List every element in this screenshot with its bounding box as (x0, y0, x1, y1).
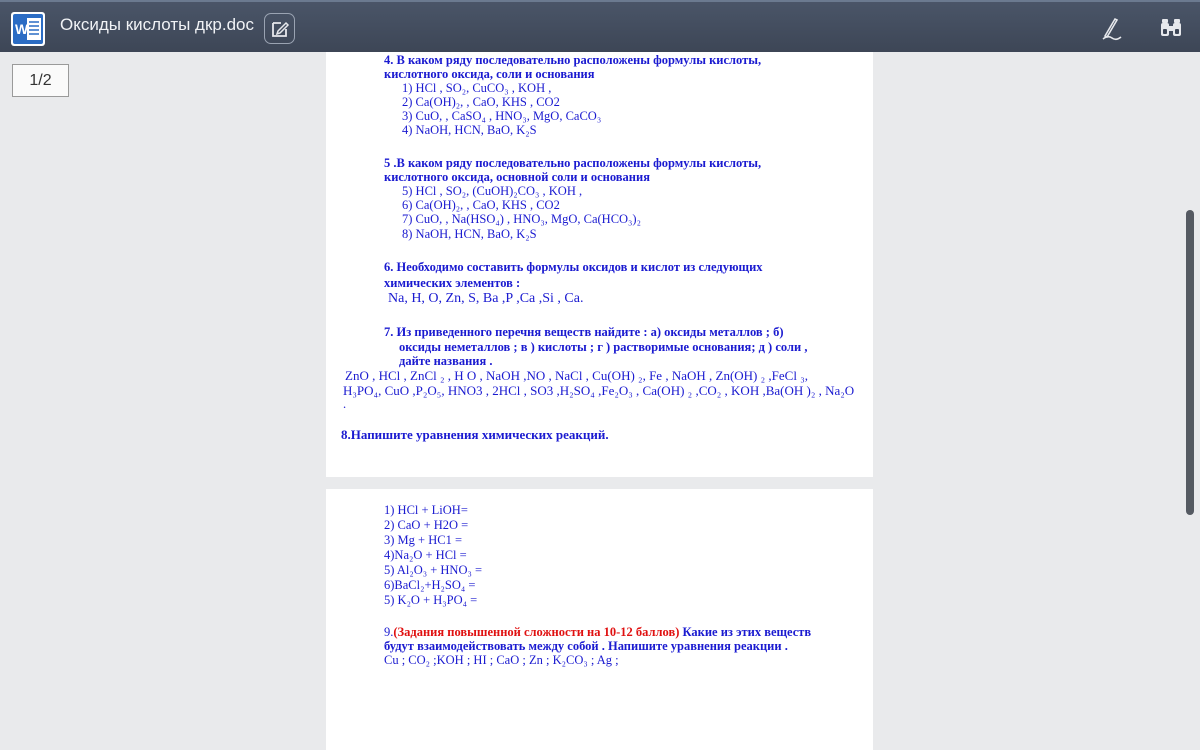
reaction-line: 5) Al₂O₃ + HNO₃ = (384, 563, 483, 577)
reaction-line: 6)BaCl₂+H₂SO₄ = (384, 578, 476, 592)
q4-option: 4) NaOH, HCN, BaO, K₂S (402, 123, 537, 137)
svg-text:W: W (15, 21, 29, 37)
q6-title-line1: 6. Необходимо составить формулы оксидов и кислот из следующих (384, 260, 763, 274)
q5-option: 5) HCl , SO₂, (CuOH)₂CO₃ , KOH , (402, 184, 583, 198)
q9-title-line2: будут взаимодействовать между собой . Напишите уравнения реакции . (384, 639, 788, 653)
q9-number: 9. (384, 625, 394, 639)
app-toolbar (0, 0, 1200, 52)
q7-substances-line3: . (343, 397, 347, 411)
vertical-scrollbar[interactable] (1186, 210, 1194, 515)
reaction-line: 4)Na₂O + HCl = (384, 548, 467, 562)
q4-title-line1: 4. В каком ряду последовательно расположены формулы кислоты, (384, 53, 762, 67)
edit-icon (270, 19, 290, 39)
pen-icon (1099, 16, 1125, 42)
q7-title-line1: 7. Из приведенного перечня веществ найдите : а) оксиды металлов ; б) (384, 325, 784, 339)
edit-button[interactable] (264, 13, 295, 44)
reaction-line: 5) K₂O + H₃PO₄ = (384, 593, 478, 607)
q5-title-line1: 5 .В каком ряду последовательно расположены формулы кислоты, (384, 156, 762, 170)
q6-title-line2: химических элементов : (384, 276, 521, 290)
document-title: Оксиды кислоты дкр.doc (60, 15, 255, 34)
q4-option: 2) Ca(OH)₂, , CaO, KHS , CO2 (402, 95, 560, 109)
q7-title-line3: дайте названия . (399, 354, 493, 368)
document-page-2 (326, 489, 873, 750)
q9-title-line1 (384, 625, 811, 639)
q7-title-line2: оксиды неметаллов ; в ) кислоты ; г ) растворимые основания; д ) соли , (399, 340, 808, 354)
q6-elements: Na, H, O, Zn, S, Ba ,P ,Ca ,Si , Ca. (388, 291, 584, 306)
q7-substances-line1: ZnO , HCl , ZnCl ₂ , H O , NaOH ,NO , NaCl , Cu(OH) ₂, Fe , NaOH , Zn(OH) ₂ ,FeCl ₃, (345, 368, 808, 383)
q4-title-line2: кислотного оксида, соли и основания (384, 67, 595, 81)
q5-option: 8) NaOH, HCN, BaO, K₂S (402, 227, 537, 241)
reaction-line: 1) HCl + LiOH= (384, 503, 468, 517)
q5-option: 7) CuO, , Na(HSO₄) , HNO₃, MgO, Ca(HCO₃)₂ (402, 212, 641, 226)
word-icon[interactable] (11, 12, 45, 46)
pen-button[interactable] (1099, 16, 1125, 47)
q8-title: 8.Напишите уравнения химических реакций. (341, 427, 609, 442)
q9-difficulty-note: (Задания повышенной сложности на 10-12 баллов) (393, 625, 680, 639)
q5-title-line2: кислотного оксида, основной соли и основания (384, 170, 650, 184)
q9-title-rest: Какие из этих веществ (679, 625, 812, 639)
reaction-line: 2) CaO + H2O = (384, 518, 469, 532)
page-indicator: 1/2 (12, 64, 69, 97)
q9-substances: Cu ; CO₂ ;KOH ; HI ; CaO ; Zn ; K₂CO₃ ; Ag ; (384, 653, 619, 667)
q4-option: 3) CuO, , CaSO₄ , HNO₃, MgO, CaCO₃ (402, 109, 602, 123)
reaction-line: 3) Mg + HC1 = (384, 533, 462, 547)
q5-option: 6) Ca(OH)₂, , CaO, KHS , CO2 (402, 198, 560, 212)
q7-substances-line2: H₃PO₄, CuO ,P₂O₅, HNO3 , 2HCl , SO3 ,H₂SO₄ ,Fe₂O₃ , Ca(OH) ₂ ,CO₂ , KOH ,Ba(OH )₂ , Na₂O (343, 383, 855, 398)
binoculars-icon (1159, 16, 1183, 40)
find-button[interactable] (1159, 16, 1183, 45)
document-page-1 (326, 52, 873, 477)
q4-option: 1) HCl , SO₂, CuCO₃ , KOH , (402, 81, 552, 95)
